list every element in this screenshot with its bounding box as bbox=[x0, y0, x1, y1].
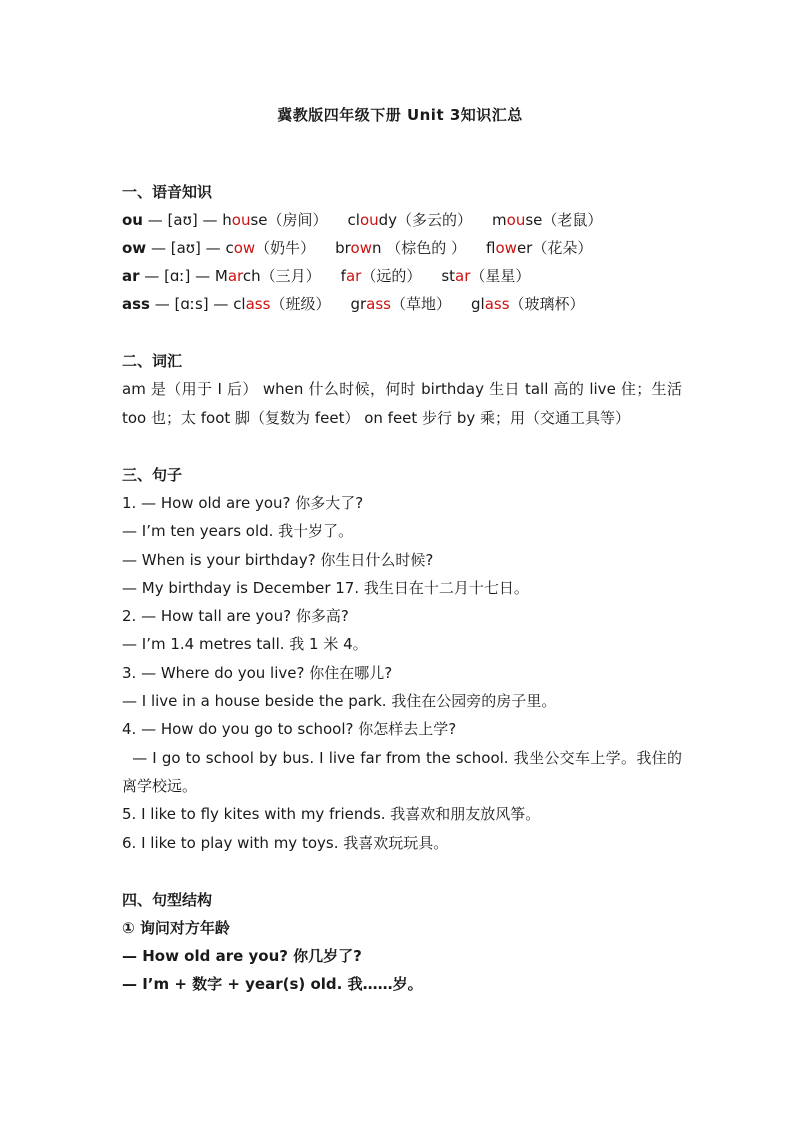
highlighted-letters: ou bbox=[359, 211, 379, 229]
sentence-line-wrapped: — I go to school by bus. I live far from the school. 我坐公交车上学。我住的离学校远。 bbox=[122, 748, 682, 795]
word-part: c bbox=[225, 239, 234, 257]
word-part: f bbox=[340, 267, 346, 285]
word-meaning: （三月） bbox=[260, 267, 321, 285]
phonics-row: ar — [ɑː] — March（三月） far（远的） star（星星） bbox=[122, 267, 531, 285]
highlighted-letters: ass bbox=[245, 295, 271, 313]
word-meaning: （花朵） bbox=[532, 239, 593, 257]
phonetic-symbol: [ɑː] bbox=[164, 267, 191, 285]
word-meaning: （房间） bbox=[267, 211, 328, 229]
highlighted-letters: ass bbox=[484, 295, 510, 313]
sentence-line: 1. — How old are you? 你多大了? bbox=[122, 494, 364, 512]
section-heading-phonics: 一、语音知识 bbox=[122, 183, 213, 201]
document-body bbox=[122, 178, 682, 998]
word-part: gl bbox=[471, 295, 485, 313]
phonics-list bbox=[122, 206, 682, 318]
word-meaning: （多云的） bbox=[397, 211, 473, 229]
word-part: se bbox=[525, 211, 543, 229]
phonetic-symbol: [aʊ] bbox=[167, 211, 198, 229]
highlighted-letters: ou bbox=[231, 211, 251, 229]
word-meaning: （老鼠） bbox=[542, 211, 603, 229]
sentence-line: 3. — Where do you live? 你住在哪儿? bbox=[122, 663, 393, 682]
sentence-line: 4. — How do you go to school? 你怎样去上学? bbox=[122, 720, 457, 739]
sentence-line: 2. — How tall are you? 你多高? bbox=[122, 607, 349, 626]
word-meaning: （草地） bbox=[390, 295, 451, 313]
word-part: br bbox=[335, 239, 351, 257]
sentence-line: — I’m 1.4 metres tall. 我 1 米 4。 bbox=[122, 635, 368, 654]
word-part: fl bbox=[486, 239, 496, 257]
phonics-key: ar bbox=[122, 267, 140, 285]
phonics-key: ou bbox=[122, 211, 143, 229]
word-part: se bbox=[250, 211, 268, 229]
word-meaning: （星星） bbox=[470, 267, 531, 285]
word-meaning: （奶牛） bbox=[255, 239, 316, 257]
word-part: gr bbox=[350, 295, 367, 313]
word-part: n bbox=[371, 239, 382, 257]
phonics-key: ass bbox=[122, 295, 150, 313]
document-title: 冀教版四年级下册 Unit 3知识汇总 bbox=[277, 106, 523, 124]
section-heading-sentences: 三、句子 bbox=[122, 466, 183, 484]
phonetic-symbol: [aʊ] bbox=[170, 239, 201, 257]
word-part: st bbox=[441, 267, 456, 285]
word-part: h bbox=[222, 211, 232, 229]
phonics-key: ow bbox=[122, 239, 147, 257]
word-part: ch bbox=[242, 267, 261, 285]
sentence-line: — My birthday is December 17. 我生日在十二月十七日。 bbox=[122, 578, 529, 597]
word-meaning: （玻璃杯） bbox=[509, 295, 585, 313]
word-part: m bbox=[492, 211, 507, 229]
highlighted-letters: ass bbox=[366, 295, 391, 313]
highlighted-letters: ou bbox=[506, 211, 526, 229]
sentence-line: 6. I like to play with my toys. 我喜欢玩玩具。 bbox=[122, 833, 449, 852]
structure-subheading: ① 询问对方年龄 bbox=[122, 918, 230, 937]
phonics-row: ou — [aʊ] — house（房间） cloudy（多云的） mouse（老鼠） bbox=[122, 211, 603, 229]
word-part: M bbox=[214, 267, 228, 285]
highlighted-letters: ow bbox=[233, 239, 256, 257]
phonetic-symbol: [ɑːs] bbox=[174, 295, 209, 313]
highlighted-letters: ar bbox=[455, 267, 471, 285]
sentence-line: 5. I like to fly kites with my friends. 我喜欢和朋友放风筝。 bbox=[122, 805, 541, 824]
structure-line: — I’m + 数字 + year(s) old. 我……岁。 bbox=[122, 974, 423, 993]
structure-line: — How old are you? 你几岁了? bbox=[122, 946, 362, 965]
sentence-line: — When is your birthday? 你生日什么时候? bbox=[122, 550, 434, 569]
word-meaning: （班级） bbox=[270, 295, 331, 313]
highlighted-letters: ow bbox=[350, 239, 372, 257]
highlighted-letters: ow bbox=[495, 239, 517, 257]
sentence-line: — I’m ten years old. 我十岁了。 bbox=[122, 522, 354, 541]
sentence-line: — I live in a house beside the park. 我住在公园旁的房子里。 bbox=[122, 692, 557, 711]
word-part: cl bbox=[233, 295, 246, 313]
highlighted-letters: ar bbox=[345, 267, 362, 285]
section-heading-vocabulary: 二、词汇 bbox=[122, 352, 183, 370]
phonics-row: ow — [aʊ] — cow（奶牛） brown （棕色的 ） flower（花朵） bbox=[122, 239, 593, 257]
highlighted-letters: ar bbox=[227, 267, 243, 285]
word-part: dy bbox=[378, 211, 398, 229]
vocabulary-paragraph: am 是（用于 I 后） when 什么时候，何时 birthday 生日 tall 高的 live 住；生活 too 也；太 foot 脚（复数为 feet） on feet 步行 by 乘；用（交通工具等） bbox=[122, 380, 682, 427]
section-heading-structures: 四、句型结构 bbox=[122, 890, 213, 909]
word-part: cl bbox=[347, 211, 360, 229]
sentences-list bbox=[122, 489, 682, 857]
word-meaning: （远的） bbox=[361, 267, 422, 285]
word-part: er bbox=[516, 239, 533, 257]
word-meaning: （棕色的 ） bbox=[381, 239, 467, 257]
phonics-row: ass — [ɑːs] — class（班级） grass（草地） glass（玻璃杯） bbox=[122, 295, 585, 313]
